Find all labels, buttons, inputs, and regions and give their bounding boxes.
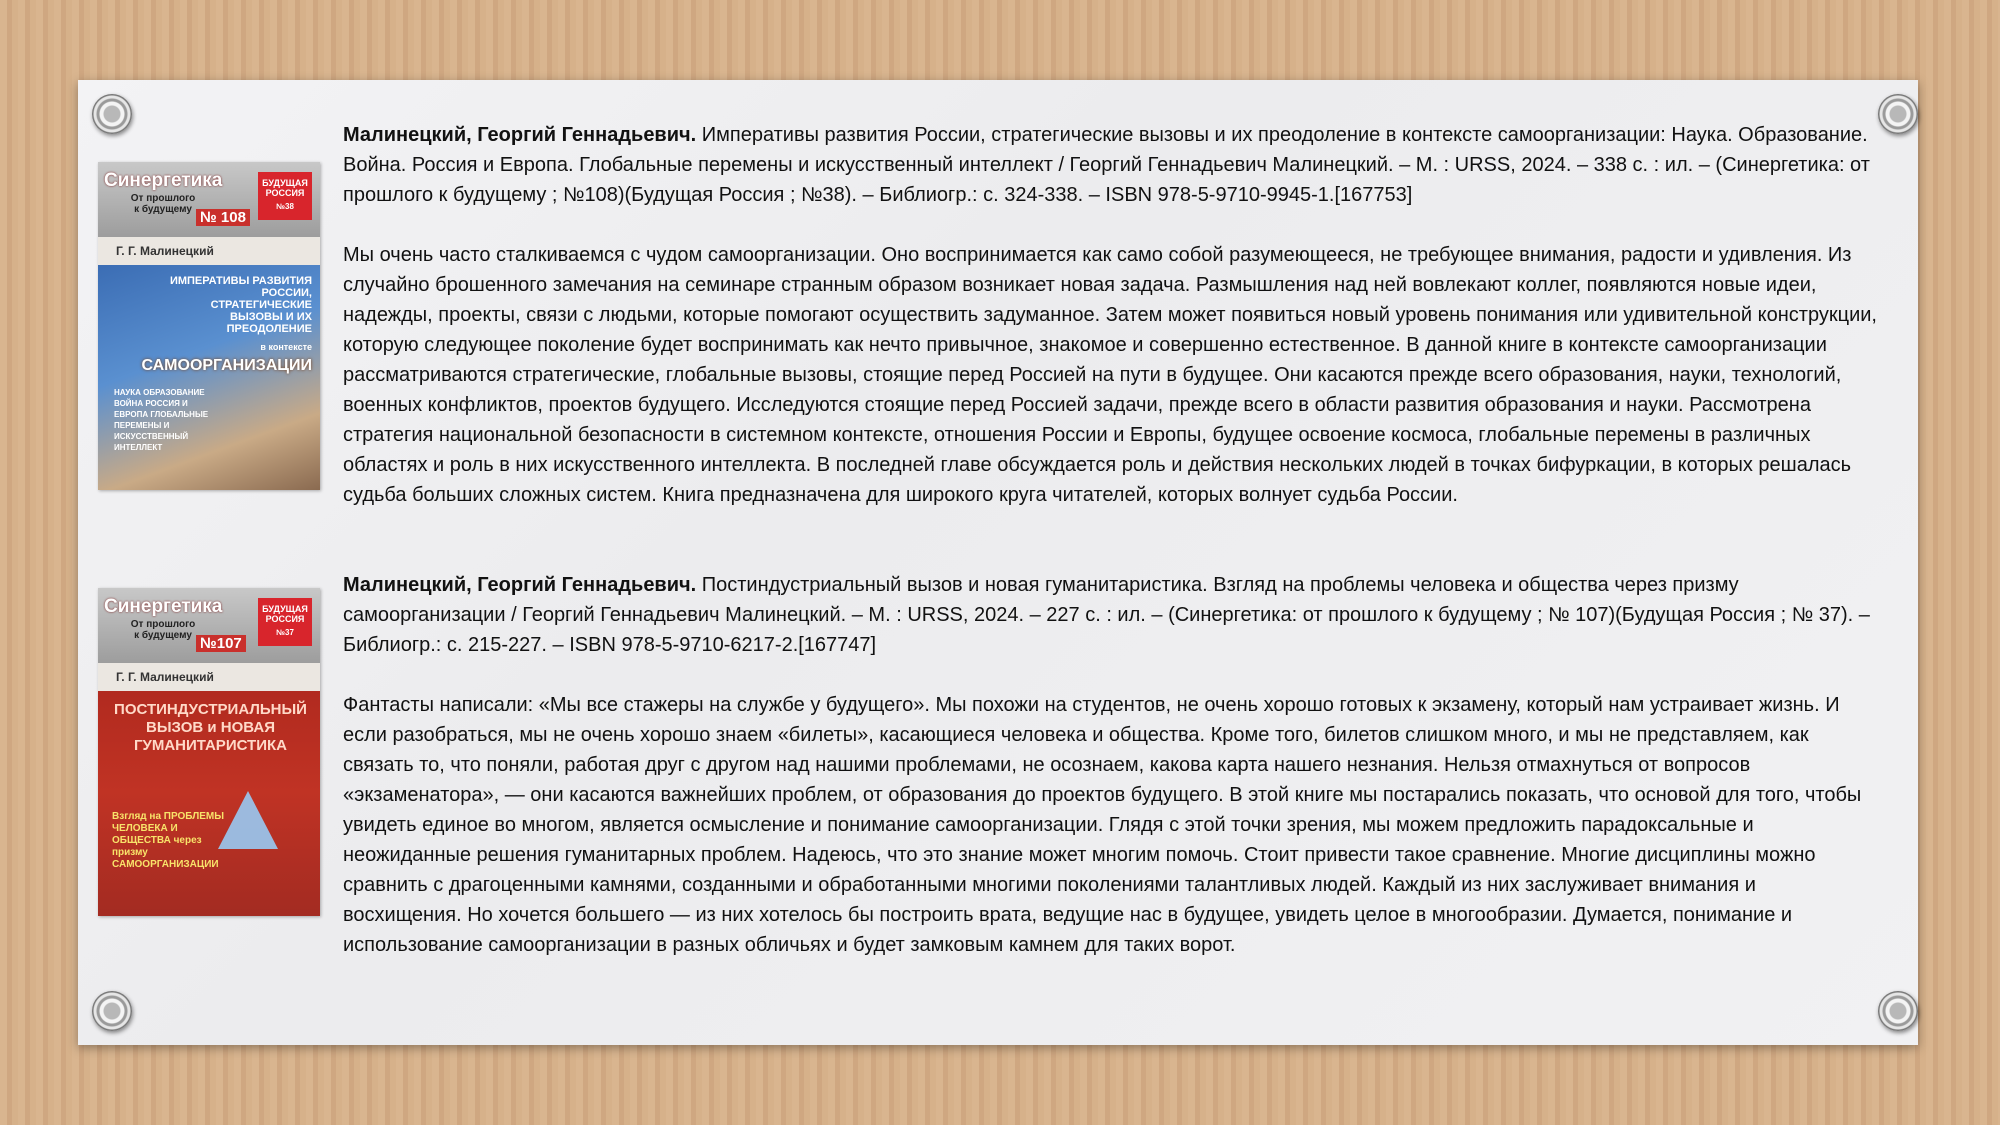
grommet-icon	[1878, 991, 1918, 1031]
prism-icon	[218, 791, 278, 849]
grommet-icon	[1878, 94, 1918, 134]
paper-sheet	[78, 80, 1918, 1045]
cover-future-badge	[258, 598, 312, 646]
cover-series-name: Синергетика	[104, 596, 223, 617]
cover-series-num: № 108	[196, 209, 250, 226]
cover-context: в контексте	[260, 342, 312, 352]
cover-future-label: БУДУЩАЯ РОССИЯ	[262, 604, 308, 624]
entry-description: Мы очень часто сталкиваемся с чудом самоорганизации. Оно воспринимается как само собой разумеющееся, не требующее внимания, радости и удивления. Из случайно брошенного замечания на семинаре странным образом возникает новая задача. Размышления над ней вовлекают коллег, появляются новые идеи, надежды, проекты, связи с людьми, которые помогают осуществить задуманное. Затем может появиться новый уровень понимания или удивительной конструкции, которую следующее поколение будет воспринимать как нечто привычное, знакомое и совершенно естественное. В данной книге в контексте самоорганизации рассматриваются стратегические, глобальные вызовы, стоящие перед Россией на пути в будущее. Они касаются прежде всего образования, науки, технологий, военных конфликтов, проектов будущего. Исследуются стоящие перед Россией задачи, прежде всего в области развития образования и науки. Рассмотрена стратегия национальной безопасности в системном контексте, отношения России и Европы, будущее освоение космоса, глобальные перемены в различных областях и роль в них искусственного интеллекта. В последней главе обсуждается роль и действия нескольких людей в точках бифуркации, в которых решалась судьба больших сложных систем. Книга предназначена для широкого круга читателей, которых волнует судьба России.	[343, 244, 1877, 506]
entry-description: Фантасты написали: «Мы все стажеры на службе у будущего». Мы похожи на студентов, не очень хорошо готовых к экзамену, который нам устраивает жизнь. И если разобраться, мы не очень хорошо знаем «билеты», касающиеся человека и общества. Кроме того, билетов слишком много, и мы не представляем, как связать то, что поняли, работая друг с другом над нашими проблемами, не осознаем, какова карта нашего незнания. Нельзя отмахнуться от вопросов «экзаменатора», — они касаются важнейших проблем, от образования до проектов будущего. В этой книге мы постарались показать, что основой для того, чтобы увидеть единое во многом, является осмысление и понимание самоорганизации. Глядя с этой точки зрения, мы можем предложить парадоксальные и неожиданные решения гуманитарных проблем. Надеюсь, что это знание может многим помочь. Стоит привести такое сравнение. Многие дисциплины можно сравнить с драгоценными камнями, созданными и обработанными многими поколениями талантливых людей. Каждый из них заслуживает внимания и восхищения. Но хочется большего — из них хотелось бы построить врата, ведущие нас в будущее, увидеть целое в многообразии. Думается, понимание и использование самоорганизации в разных обличьях и будет замковым камнем для таких ворот.	[343, 694, 1862, 956]
grommet-icon	[92, 991, 132, 1031]
grommet-icon	[92, 94, 132, 134]
bibliographic-record	[343, 570, 1878, 660]
entry-biblio: Императивы развития России, стратегические вызовы и их преодоление в контексте самоорганизации: Наука. Образование. Война. Россия и Европа. Глобальные перемены и искусственный интеллект / Георгий Геннадьевич Малинецкий. – М. : URSS, 2024. – 338 с. : ил. – (Синергетика: от прошлого к будущему ; №108)(Будущая Россия ; №38). – Библиогр.: с. 324-338. – ISBN 978-5-9710-9945-1.[167753]	[343, 124, 1870, 206]
cover-series-num: №107	[196, 635, 246, 652]
entry-author: Малинецкий, Георгий Геннадьевич.	[343, 124, 697, 146]
cover-future-num: №37	[276, 628, 294, 637]
book-cover-1	[98, 162, 320, 490]
cover-author: Г. Г. Малинецкий	[98, 237, 320, 265]
entry-author: Малинецкий, Георгий Геннадьевич.	[343, 574, 697, 596]
cover-title: ИМПЕРАТИВЫ РАЗВИТИЯ РОССИИ, СТРАТЕГИЧЕСКИЕ ВЫЗОВЫ И ИХ ПРЕОДОЛЕНИЕ	[169, 275, 312, 335]
cover-title: ПОСТИНДУСТРИАЛЬНЫЙ ВЫЗОВ и НОВАЯ ГУМАНИТАРИСТИКА	[114, 701, 307, 754]
entry-biblio: Постиндустриальный вызов и новая гуманитаристика. Взгляд на проблемы человека и общества через призму самоорганизации / Георгий Геннадьевич Малинецкий. – М. : URSS, 2024. – 227 с. : ил. – (Синергетика: от прошлого к будущему ; № 107)(Будущая Россия ; № 37). – Библиогр.: с. 215-227. – ISBN 978-5-9710-6217-2.[167747]	[343, 574, 1870, 656]
book-entry-1	[343, 120, 1878, 510]
cover-big-title: САМООРГАНИЗАЦИИ	[141, 357, 312, 374]
cover-series-sub: От прошлого к будущему	[130, 193, 196, 215]
cover-topics: НАУКА ОБРАЗОВАНИЕ ВОЙНА РОССИЯ И ЕВРОПА ГЛОБАЛЬНЫЕ ПЕРЕМЕНЫ И ИСКУССТВЕННЫЙ ИНТЕЛЛЕКТ	[114, 388, 209, 452]
cover-header	[98, 162, 320, 237]
cover-header	[98, 588, 320, 663]
cover-series-name: Синергетика	[104, 170, 223, 191]
cover-future-label: БУДУЩАЯ РОССИЯ	[262, 178, 308, 198]
cover-series-sub: От прошлого к будущему	[130, 619, 196, 641]
cover-subtitle: Взгляд на ПРОБЛЕМЫ ЧЕЛОВЕКА И ОБЩЕСТВА через призму САМООРГАНИЗАЦИИ	[112, 811, 225, 870]
book-entry-2	[343, 570, 1878, 960]
cover-author: Г. Г. Малинецкий	[98, 663, 320, 691]
cover-art	[98, 691, 320, 916]
cover-future-badge	[258, 172, 312, 220]
cover-art	[98, 265, 320, 490]
bibliographic-record	[343, 120, 1878, 210]
book-cover-2	[98, 588, 320, 916]
cover-future-num: №38	[276, 202, 294, 211]
